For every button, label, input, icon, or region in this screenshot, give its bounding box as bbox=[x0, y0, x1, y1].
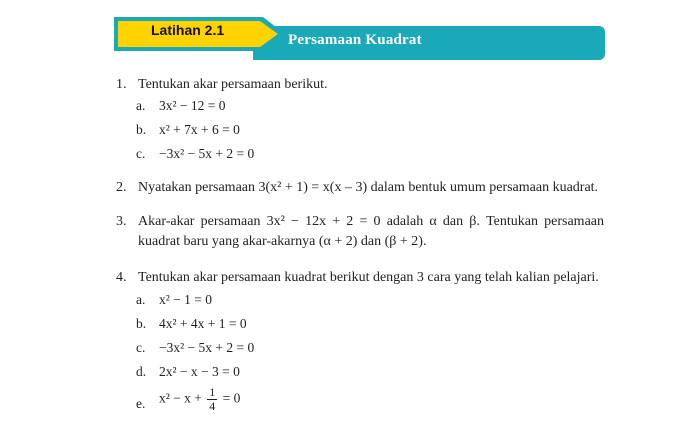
fraction-denominator: 4 bbox=[209, 399, 216, 413]
item-label: c. bbox=[136, 340, 146, 355]
question-number: 4. bbox=[116, 270, 127, 285]
equation bbox=[159, 386, 240, 413]
equation: −3x² − 5x + 2 = 0 bbox=[159, 146, 255, 161]
question-text: Tentukan akar persamaan kuadrat berikut dengan 3 cara yang telah kalian pelajari. bbox=[138, 270, 599, 285]
item-label: b. bbox=[136, 316, 147, 331]
equation: −3x² − 5x + 2 = 0 bbox=[159, 340, 255, 355]
question-text: Akar-akar persamaan 3x² − 12x + 2 = 0 adalah α dan β. Tentukan persamaan kuadrat baru yang akar-akarnya (α + 2) dan (β + 2). bbox=[138, 214, 604, 249]
question-number: 2. bbox=[116, 180, 127, 195]
exercise-tab-label: Latihan 2.1 bbox=[151, 22, 225, 38]
equation: 2x² − x − 3 = 0 bbox=[159, 364, 240, 379]
item-label: d. bbox=[136, 364, 147, 379]
equation: x² − 1 = 0 bbox=[159, 292, 213, 307]
chapter-title: Persamaan Kuadrat bbox=[288, 32, 422, 48]
equation: x² + 7x + 6 = 0 bbox=[159, 122, 240, 137]
equation-prefix: x² − x + bbox=[159, 390, 202, 406]
question-text: Nyatakan persamaan 3(x² + 1) = x(x – 3) dalam bentuk umum persamaan kuadrat. bbox=[138, 180, 599, 195]
item-label: a. bbox=[136, 98, 146, 113]
question-number: 3. bbox=[116, 214, 127, 229]
equation: 4x² + 4x + 1 = 0 bbox=[159, 316, 247, 331]
equation-suffix: = 0 bbox=[222, 390, 241, 406]
fraction-numerator: 1 bbox=[209, 385, 216, 399]
question-text: Tentukan akar persamaan berikut. bbox=[138, 77, 328, 92]
item-label: e. bbox=[136, 396, 146, 411]
item-label: a. bbox=[136, 292, 146, 307]
item-label: c. bbox=[136, 146, 146, 161]
item-label: b. bbox=[136, 122, 147, 137]
exercise-header bbox=[113, 16, 605, 60]
question-number: 1. bbox=[116, 77, 127, 92]
equation: 3x² − 12 = 0 bbox=[159, 98, 226, 113]
fraction bbox=[207, 386, 217, 413]
